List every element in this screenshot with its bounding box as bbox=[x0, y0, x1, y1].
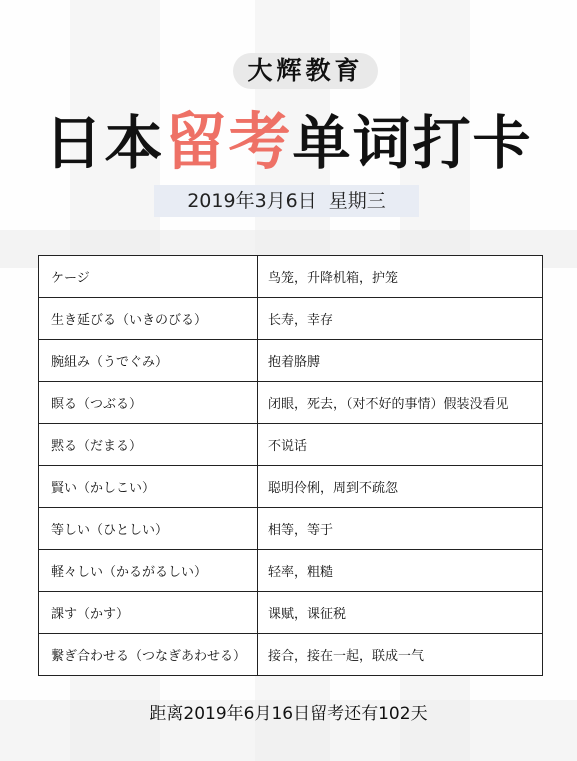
japanese-word: 黙る（だまる） bbox=[39, 424, 258, 466]
brand-badge: 大辉教育 bbox=[233, 53, 378, 89]
chinese-meaning: 课赋，课征税 bbox=[258, 592, 543, 634]
exam-countdown: 距离2019年6月16日留考还有102天 bbox=[149, 704, 428, 724]
chinese-meaning: 长寿，幸存 bbox=[258, 298, 543, 340]
table-row bbox=[39, 256, 543, 298]
chinese-meaning: 轻率，粗糙 bbox=[258, 550, 543, 592]
page-title bbox=[0, 104, 577, 180]
title-part-2: 单词打卡 bbox=[292, 109, 533, 177]
chinese-meaning: 聪明伶俐，周到不疏忽 bbox=[258, 466, 543, 508]
chinese-meaning: 相等，等于 bbox=[258, 508, 543, 550]
chinese-meaning: 闭眼，死去，（对不好的事情）假装没看见 bbox=[258, 382, 543, 424]
table-row bbox=[39, 298, 543, 340]
date-text: 2019年3月6日 bbox=[187, 190, 317, 212]
japanese-word: 腕組み（うでぐみ） bbox=[39, 340, 258, 382]
table-row bbox=[39, 382, 543, 424]
table-row bbox=[39, 466, 543, 508]
chinese-meaning: 抱着胳膊 bbox=[258, 340, 543, 382]
table-row bbox=[39, 424, 543, 466]
table-row bbox=[39, 550, 543, 592]
chinese-meaning: 鸟笼，升降机箱，护笼 bbox=[258, 256, 543, 298]
table-row bbox=[39, 340, 543, 382]
japanese-word: 瞑る（つぶる） bbox=[39, 382, 258, 424]
vocabulary-table bbox=[38, 255, 543, 676]
japanese-word: 繋ぎ合わせる（つなぎあわせる） bbox=[39, 634, 258, 676]
japanese-word: 等しい（ひとしい） bbox=[39, 508, 258, 550]
japanese-word: 生き延びる（いきのびる） bbox=[39, 298, 258, 340]
table-row bbox=[39, 592, 543, 634]
date-banner bbox=[154, 185, 419, 217]
japanese-word: 軽々しい（かるがるしい） bbox=[39, 550, 258, 592]
title-part-1: 日本 bbox=[44, 109, 165, 177]
table-row bbox=[39, 508, 543, 550]
japanese-word: ケージ bbox=[39, 256, 258, 298]
japanese-word: 課す（かす） bbox=[39, 592, 258, 634]
table-row bbox=[39, 634, 543, 676]
chinese-meaning: 接合，接在一起，联成一气 bbox=[258, 634, 543, 676]
chinese-meaning: 不说话 bbox=[258, 424, 543, 466]
japanese-word: 賢い（かしこい） bbox=[39, 466, 258, 508]
title-accent: 留考 bbox=[164, 105, 293, 178]
date-weekday: 星期三 bbox=[328, 190, 386, 212]
